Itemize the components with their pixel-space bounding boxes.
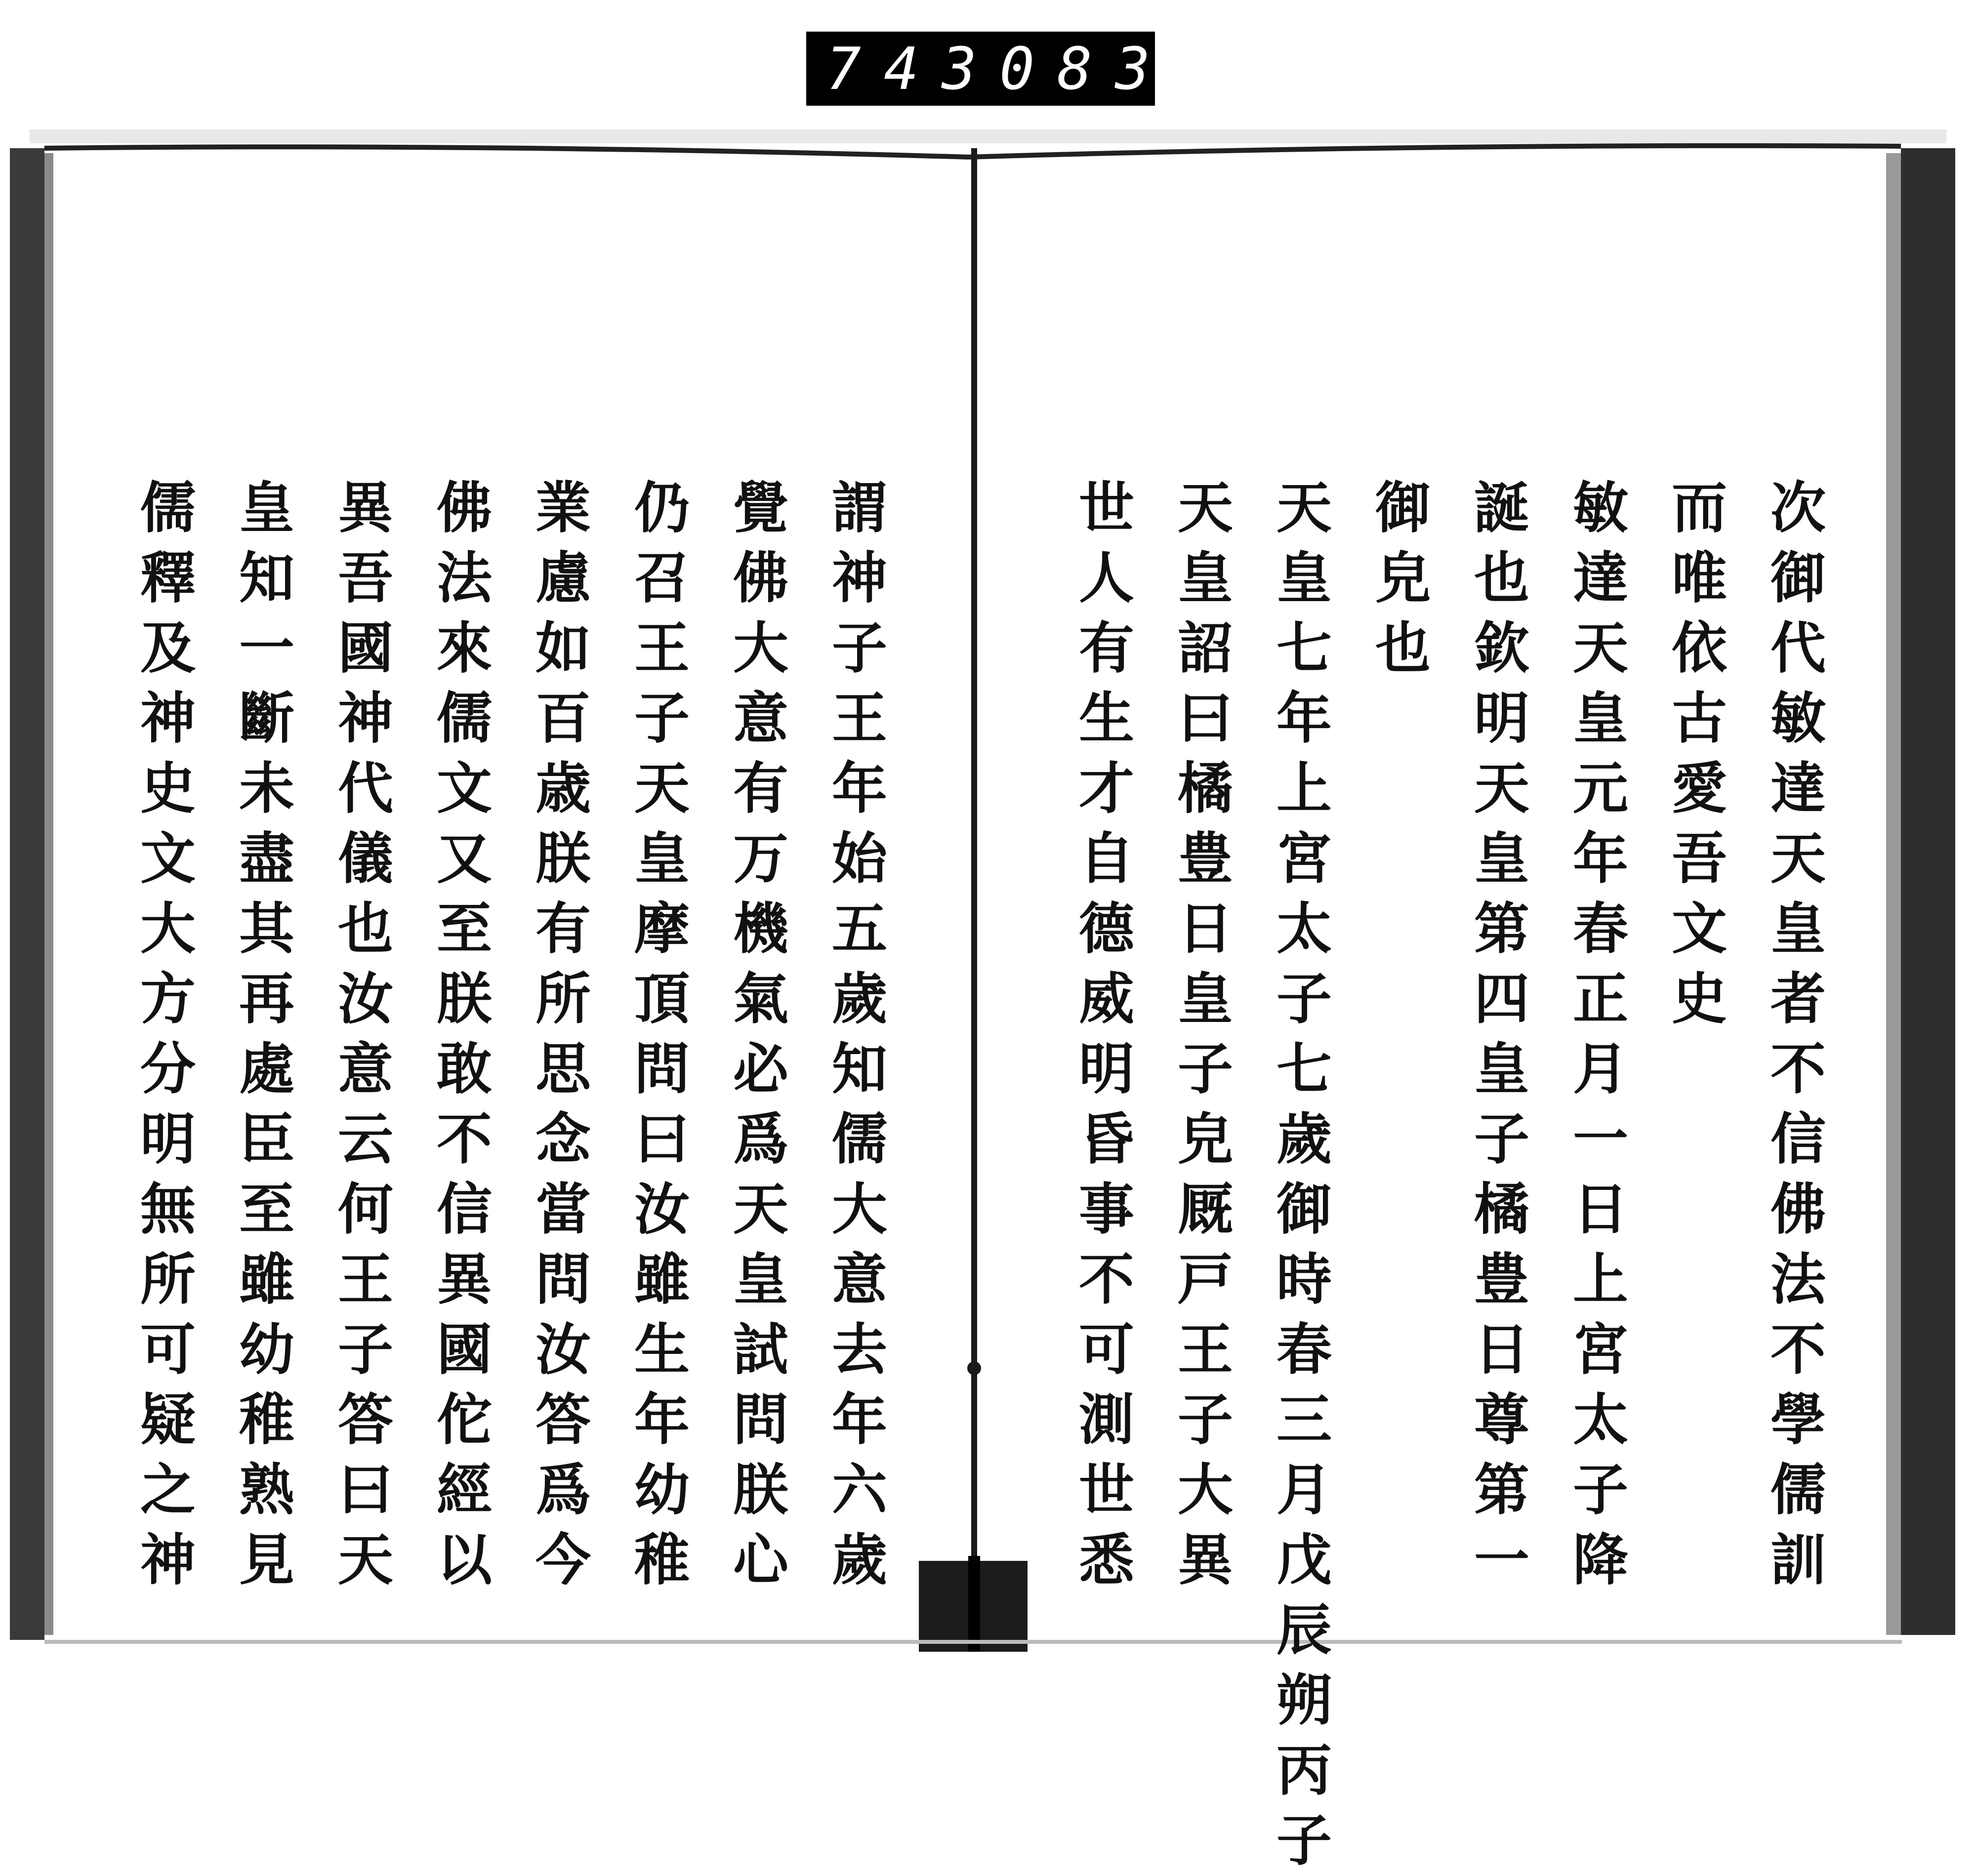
kanji-character: 經	[437, 1458, 492, 1522]
kanji-character: 元	[1573, 756, 1628, 821]
kanji-character: 神	[832, 546, 887, 611]
kanji-character: 三	[1276, 1387, 1332, 1452]
kanji-character: 御	[1276, 1177, 1332, 1242]
kanji-character: 歳	[535, 756, 591, 821]
kanji-character: 德	[1079, 897, 1134, 961]
kanji-character: 念	[535, 1107, 591, 1172]
kanji-character: 七	[1276, 1037, 1332, 1101]
kanji-character: 橘	[1178, 756, 1233, 821]
kanji-character: 雖	[239, 1247, 294, 1312]
kanji-character: 詔	[1178, 616, 1233, 681]
kanji-character: 歲	[832, 1528, 887, 1592]
kanji-character: 一	[1474, 1528, 1529, 1592]
kanji-character: 年	[634, 1387, 690, 1452]
kanji-character: 學	[1770, 1387, 1826, 1452]
kanji-character: 朕	[733, 1458, 788, 1522]
kanji-character: 機	[733, 897, 788, 961]
kanji-character: 云	[338, 1107, 393, 1172]
kanji-character: 知	[239, 546, 294, 611]
kanji-character: 思	[535, 1037, 591, 1101]
kanji-character: 天	[733, 1177, 788, 1242]
kanji-character: 頂	[634, 967, 690, 1031]
kanji-character: 異	[437, 1247, 492, 1312]
kanji-character: 代	[1770, 616, 1826, 681]
kanji-character: 慮	[535, 546, 591, 611]
kanji-character: 也	[1375, 616, 1431, 681]
kanji-character: 天	[338, 1528, 393, 1592]
left-page-column-6	[326, 473, 405, 1595]
microfilm-frame-label	[806, 32, 1173, 106]
kanji-character: 以	[437, 1528, 492, 1592]
kanji-character: 爲	[535, 1458, 591, 1522]
kanji-character: 未	[239, 756, 294, 821]
kanji-character: 上	[1573, 1247, 1628, 1312]
kanji-character: 子	[1276, 1808, 1332, 1873]
kanji-character: 御	[1770, 546, 1826, 611]
kanji-character: 當	[535, 1177, 591, 1242]
kanji-character: 王	[1178, 1317, 1233, 1382]
kanji-character: 可	[140, 1317, 196, 1382]
kanji-character: 至	[239, 1177, 294, 1242]
kanji-character: 第	[1474, 1458, 1529, 1522]
kanji-character: 時	[1276, 1247, 1332, 1312]
kanji-character: 日	[1474, 1317, 1529, 1382]
left-page-column-4	[524, 473, 603, 1595]
kanji-character: 曰	[1178, 686, 1233, 751]
kanji-character: 曰	[634, 1107, 690, 1172]
kanji-character: 方	[140, 967, 196, 1031]
kanji-character: 昏	[1079, 1107, 1134, 1172]
kanji-character: 歲	[832, 967, 887, 1031]
kanji-character: 法	[437, 546, 492, 611]
kanji-character: 明	[140, 1107, 196, 1172]
kanji-character: 有	[733, 756, 788, 821]
kanji-character: 六	[832, 1458, 887, 1522]
kanji-character: 子	[634, 686, 690, 751]
kanji-character: 法	[1770, 1247, 1826, 1312]
kanji-character: 幼	[634, 1458, 690, 1522]
kanji-character: 吾	[338, 546, 393, 611]
kanji-character: 皇	[239, 476, 294, 540]
kanji-character: 問	[634, 1037, 690, 1101]
kanji-character: 不	[1770, 1317, 1826, 1382]
kanji-character: 世	[1079, 476, 1134, 540]
kanji-character: 斷	[239, 686, 294, 751]
kanji-character: 皇	[1474, 826, 1529, 891]
kanji-character: 再	[239, 967, 294, 1031]
kanji-character: 春	[1573, 897, 1628, 961]
kanji-character: 一	[239, 616, 294, 681]
kanji-character: 七	[1276, 616, 1332, 681]
kanji-character: 可	[1079, 1317, 1134, 1382]
kanji-character: 年	[832, 756, 887, 821]
kanji-character: 試	[733, 1317, 788, 1382]
kanji-character: 不	[1770, 1037, 1826, 1101]
right-page-column-8	[1067, 473, 1146, 1595]
right-page-column-7	[1166, 473, 1245, 1595]
kanji-character: 橘	[1474, 1177, 1529, 1242]
kanji-character: 誕	[1474, 476, 1529, 540]
kanji-character: 佗	[437, 1387, 492, 1452]
left-page-column-5	[425, 473, 504, 1595]
kanji-character: 皃	[1178, 1107, 1233, 1172]
kanji-character: 子	[338, 1317, 393, 1382]
kanji-character: 万	[733, 826, 788, 891]
kanji-character: 曰	[338, 1458, 393, 1522]
kanji-character: 一	[1573, 1107, 1628, 1172]
kanji-character: 覺	[733, 476, 788, 540]
kanji-character: 太	[1573, 1387, 1628, 1452]
kanji-character: 月	[1573, 1037, 1628, 1101]
kanji-character: 皇	[1770, 897, 1826, 961]
kanji-character: 必	[733, 1037, 788, 1101]
kanji-character: 皇	[1573, 686, 1628, 751]
kanji-character: 爲	[733, 1107, 788, 1172]
kanji-character: 神	[338, 686, 393, 751]
kanji-character: 稚	[239, 1387, 294, 1452]
kanji-character: 熟	[239, 1458, 294, 1522]
kanji-character: 也	[1474, 546, 1529, 611]
kanji-character: 文	[437, 756, 492, 821]
kanji-character: 始	[832, 826, 887, 891]
kanji-character: 正	[1573, 967, 1628, 1031]
kanji-character: 威	[1079, 967, 1134, 1031]
kanji-character: 上	[1276, 756, 1332, 821]
kanji-character: 皃	[1375, 546, 1431, 611]
kanji-character: 佛	[1770, 1177, 1826, 1242]
kanji-character: 宮	[1276, 826, 1332, 891]
kanji-character: 意	[338, 1037, 393, 1101]
kanji-character: 史	[1672, 967, 1727, 1031]
kanji-character: 召	[634, 546, 690, 611]
kanji-character: 其	[239, 897, 294, 961]
kanji-character: 國	[437, 1317, 492, 1382]
kanji-character: 佛	[733, 546, 788, 611]
kanji-character: 儒	[140, 476, 196, 540]
kanji-character: 尊	[1474, 1387, 1529, 1452]
kanji-character: 今	[535, 1528, 591, 1592]
film-reel-number: 743	[826, 35, 1000, 103]
kanji-character: 豊	[1178, 826, 1233, 891]
kanji-character: 皇	[1178, 967, 1233, 1031]
kanji-character: 子	[1276, 967, 1332, 1031]
kanji-character: 謂	[832, 476, 887, 540]
kanji-character: 儀	[338, 826, 393, 891]
kanji-character: 朕	[437, 967, 492, 1031]
kanji-character: 知	[832, 1037, 887, 1101]
left-page-column-7	[227, 473, 306, 1595]
kanji-character: 戊	[1276, 1528, 1332, 1592]
kanji-character: 不	[437, 1107, 492, 1172]
kanji-character: 皇	[1276, 546, 1332, 611]
kanji-character: 又	[437, 826, 492, 891]
kanji-character: 處	[239, 1037, 294, 1101]
kanji-character: 至	[437, 897, 492, 961]
kanji-character: 文	[1672, 897, 1727, 961]
right-page-column-4	[1462, 473, 1541, 1595]
kanji-character: 宮	[1573, 1317, 1628, 1382]
kanji-character: 御	[1375, 476, 1431, 540]
kanji-character: 年	[1573, 826, 1628, 891]
kanji-character: 敢	[437, 1037, 492, 1101]
kanji-character: 見	[239, 1528, 294, 1592]
kanji-character: 及	[140, 616, 196, 681]
kanji-character: 依	[1672, 616, 1727, 681]
kanji-character: 次	[1770, 476, 1826, 540]
kanji-character: 天	[1276, 476, 1332, 540]
kanji-character: 達	[1573, 546, 1628, 611]
kanji-character: 所	[140, 1247, 196, 1312]
kanji-character: 測	[1079, 1387, 1134, 1452]
kanji-character: 才	[1079, 756, 1134, 821]
kanji-character: 人	[1079, 546, 1134, 611]
kanji-character: 天	[1474, 756, 1529, 821]
kanji-character: 信	[437, 1177, 492, 1242]
kanji-character: 第	[1474, 897, 1529, 961]
left-page-column-3	[622, 473, 701, 1595]
kanji-character: 大	[832, 1177, 887, 1242]
kanji-character: 如	[535, 616, 591, 681]
kanji-character: 子	[1178, 1037, 1233, 1101]
kanji-character: 異	[1178, 1528, 1233, 1592]
kanji-character: 臣	[239, 1107, 294, 1172]
kanji-character: 盡	[239, 826, 294, 891]
kanji-character: 汝	[338, 967, 393, 1031]
kanji-character: 幼	[239, 1317, 294, 1382]
kanji-character: 厩	[1178, 1177, 1233, 1242]
kanji-character: 者	[1770, 967, 1826, 1031]
kanji-character: 釋	[140, 546, 196, 611]
right-page-column-2	[1660, 473, 1739, 1034]
kanji-character: 悉	[1079, 1528, 1134, 1592]
kanji-character: 欽	[1474, 616, 1529, 681]
kanji-character: 太	[1276, 897, 1332, 961]
kanji-character: 辰	[1276, 1598, 1332, 1663]
kanji-character: 皇	[634, 826, 690, 891]
kanji-character: 異	[338, 476, 393, 540]
kanji-character: 子	[1474, 1107, 1529, 1172]
kanji-character: 四	[1474, 967, 1529, 1031]
kanji-character: 歲	[1276, 1107, 1332, 1172]
kanji-character: 稚	[634, 1528, 690, 1592]
kanji-character: 也	[338, 897, 393, 961]
kanji-character: 降	[1573, 1528, 1628, 1592]
kanji-character: 朕	[535, 826, 591, 891]
kanji-character: 王	[338, 1247, 393, 1312]
kanji-character: 敏	[1770, 686, 1826, 751]
kanji-character: 來	[437, 616, 492, 681]
kanji-character: 明	[1079, 1037, 1134, 1101]
kanji-character: 答	[338, 1387, 393, 1452]
kanji-character: 信	[1770, 1107, 1826, 1172]
kanji-character: 問	[733, 1387, 788, 1452]
kanji-character: 子	[1178, 1387, 1233, 1452]
kanji-character: 汝	[535, 1317, 591, 1382]
kanji-character: 豊	[1474, 1247, 1529, 1312]
kanji-character: 日	[1573, 1177, 1628, 1242]
kanji-character: 五	[832, 897, 887, 961]
kanji-character: 氣	[733, 967, 788, 1031]
kanji-character: 吾	[1672, 826, 1727, 891]
left-page-column-8	[128, 473, 207, 1595]
kanji-character: 天	[1770, 826, 1826, 891]
kanji-character: 皇	[1178, 546, 1233, 611]
kanji-character: 汝	[634, 1177, 690, 1242]
kanji-character: 大	[140, 897, 196, 961]
kanji-character: 達	[1770, 756, 1826, 821]
kanji-character: 大	[733, 616, 788, 681]
kanji-character: 去	[832, 1317, 887, 1382]
kanji-character: 國	[338, 616, 393, 681]
kanji-character: 月	[1276, 1458, 1332, 1522]
kanji-character: 仍	[634, 476, 690, 540]
kanji-character: 年	[832, 1387, 887, 1452]
kanji-character: 生	[1079, 686, 1134, 751]
kanji-character: 儒	[1770, 1458, 1826, 1522]
kanji-character: 摩	[634, 897, 690, 961]
kanji-character: 丙	[1276, 1738, 1332, 1803]
right-page-column-1	[1759, 473, 1838, 1595]
kanji-character: 疑	[140, 1387, 196, 1452]
kanji-character: 朔	[1276, 1668, 1332, 1733]
kanji-character: 大	[1178, 1458, 1233, 1522]
kanji-character: 唯	[1672, 546, 1727, 611]
kanji-character: 天	[1573, 616, 1628, 681]
kanji-character: 天	[1178, 476, 1233, 540]
kanji-character: 有	[1079, 616, 1134, 681]
kanji-character: 無	[140, 1177, 196, 1242]
kanji-character: 天	[634, 756, 690, 821]
right-page-column-5	[1363, 473, 1442, 684]
kanji-character: 雖	[634, 1247, 690, 1312]
kanji-character: 王	[634, 616, 690, 681]
kanji-character: 答	[535, 1387, 591, 1452]
kanji-character: 分	[140, 1037, 196, 1101]
kanji-character: 自	[1079, 826, 1134, 891]
kanji-character: 而	[1672, 476, 1727, 540]
kanji-character: 皇	[1474, 1037, 1529, 1101]
kanji-character: 佛	[437, 476, 492, 540]
kanji-character: 子	[832, 616, 887, 681]
kanji-character: 有	[535, 897, 591, 961]
kanji-character: 戸	[1178, 1247, 1233, 1312]
kanji-character: 明	[1474, 686, 1529, 751]
kanji-character: 皇	[733, 1247, 788, 1312]
kanji-character: 年	[1276, 686, 1332, 751]
kanji-character: 史	[140, 756, 196, 821]
kanji-character: 子	[1573, 1458, 1628, 1522]
kanji-character: 意	[832, 1247, 887, 1312]
left-page-column-1	[820, 473, 899, 1595]
kanji-character: 代	[338, 756, 393, 821]
kanji-character: 何	[338, 1177, 393, 1242]
kanji-character: 百	[535, 686, 591, 751]
kanji-character: 神	[140, 1528, 196, 1592]
kanji-character: 文	[140, 826, 196, 891]
kanji-character: 儒	[437, 686, 492, 751]
kanji-character: 不	[1079, 1247, 1134, 1312]
film-frame-number: 083	[999, 35, 1173, 103]
left-page-column-2	[721, 473, 800, 1595]
kanji-character: 春	[1276, 1317, 1332, 1382]
kanji-character: 神	[140, 686, 196, 751]
kanji-character: 業	[535, 476, 591, 540]
kanji-character: 日	[1178, 897, 1233, 961]
kanji-character: 儒	[832, 1107, 887, 1172]
kanji-character: 問	[535, 1247, 591, 1312]
kanji-character: 古	[1672, 686, 1727, 751]
kanji-character: 事	[1079, 1177, 1134, 1242]
right-page-column-6	[1265, 473, 1344, 1876]
kanji-character: 所	[535, 967, 591, 1031]
kanji-character: 王	[832, 686, 887, 751]
kanji-character: 意	[733, 686, 788, 751]
kanji-character: 訓	[1770, 1528, 1826, 1592]
kanji-character: 敏	[1573, 476, 1628, 540]
kanji-character: 世	[1079, 1458, 1134, 1522]
kanji-character: 愛	[1672, 756, 1727, 821]
kanji-character: 之	[140, 1458, 196, 1522]
kanji-character: 生	[634, 1317, 690, 1382]
right-page-column-3	[1561, 473, 1640, 1595]
kanji-character: 心	[733, 1528, 788, 1592]
